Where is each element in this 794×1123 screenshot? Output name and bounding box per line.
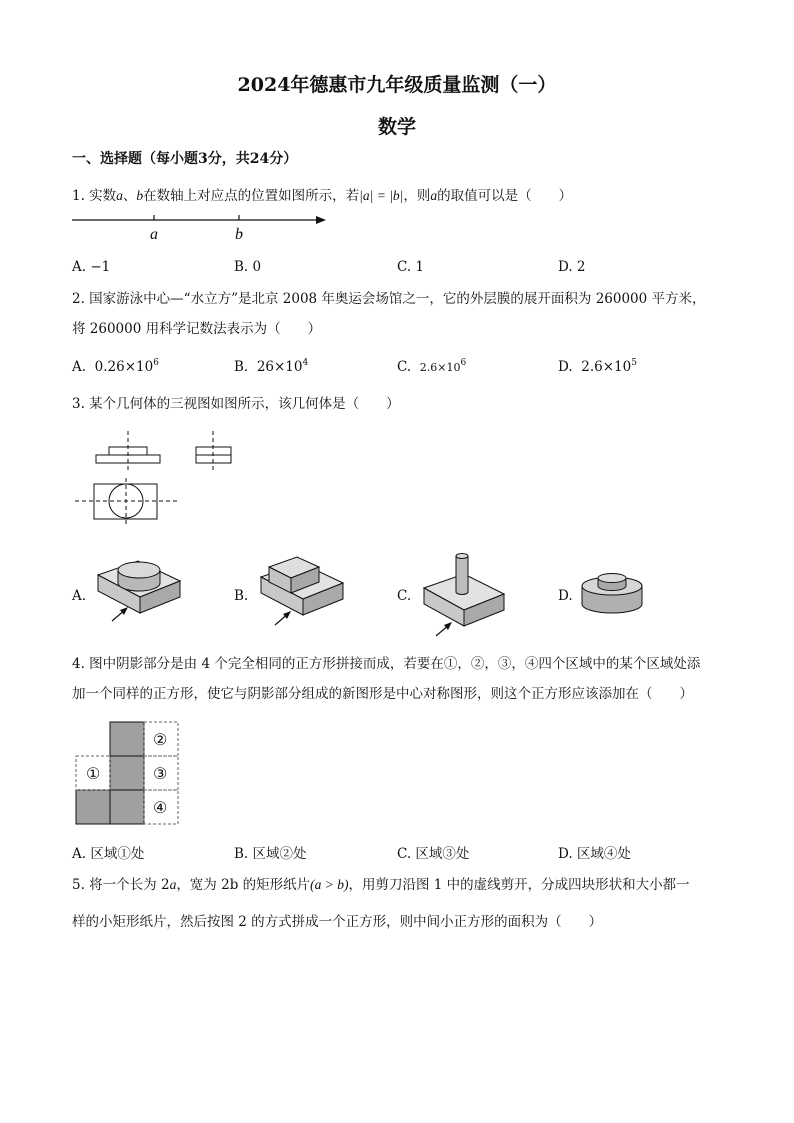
q1-option-a[interactable]: A. −1 bbox=[72, 259, 111, 275]
question-5-line-1: 5. 将一个长为 2a，宽为 2b 的矩形纸片(a > b)，用剪刀沿图 1 中的虚线剪开，分成四块形状和大小都一 bbox=[72, 877, 690, 893]
q2-option-c[interactable]: C. $2.6\times 10^6$ bbox=[397, 358, 467, 375]
region-2-label: ② bbox=[153, 730, 168, 749]
q5-condition: (a > b) bbox=[310, 877, 349, 892]
axis-label-b: b bbox=[235, 226, 243, 243]
question-4-line-2: 加一个同样的正方形，使它与阴影部分组成的新图形是中心对称图形，则这个正方形应该添加在（ ） bbox=[72, 686, 693, 702]
question-5-line-2: 样的小矩形纸片，然后按图 2 的方式拼成一个正方形，则中间小正方形的面积为（ ） bbox=[72, 914, 603, 930]
var-a: a bbox=[116, 188, 123, 203]
question-2-line-2: 将 260000 用科学记数法表示为（ ） bbox=[72, 321, 322, 337]
solid-a-slab-with-cylinder[interactable] bbox=[90, 555, 190, 635]
q3-option-a[interactable]: A. bbox=[72, 588, 87, 604]
solid-d-stacked-cylinders[interactable] bbox=[580, 568, 660, 628]
q4-option-a[interactable]: A. 区域①处 bbox=[72, 846, 145, 862]
number-line bbox=[72, 210, 332, 250]
section-heading: 一、选择题（每小题3分，共24分） bbox=[72, 151, 298, 167]
q3-option-c[interactable]: C. bbox=[397, 588, 412, 604]
var-b: b bbox=[136, 188, 144, 203]
q1-option-c[interactable]: C. 1 bbox=[397, 259, 425, 275]
q4-option-c[interactable]: C. 区域③处 bbox=[397, 846, 470, 862]
question-2-line-1: 2. 国家游泳中心—“水立方”是北京 2008 年奥运会场馆之一，它的外层膜的展开面积为 260000 平方米， bbox=[72, 291, 706, 307]
question-3-stem: 3. 某个几何体的三视图如图所示，该几何体是（ ） bbox=[72, 396, 400, 412]
q4-option-d[interactable]: D. 区域④处 bbox=[558, 846, 631, 862]
q4-option-b[interactable]: B. 区域②处 bbox=[234, 846, 307, 862]
q3-option-d[interactable]: D. bbox=[558, 588, 573, 604]
q3-option-b[interactable]: B. bbox=[234, 588, 249, 604]
region-1-label: ① bbox=[86, 764, 101, 783]
question-4-line-1: 4. 图中阴影部分是由 4 个完全相同的正方形拼接而成，若要在①，②，③，④四个区域中的某个区域处添 bbox=[72, 656, 701, 672]
q2-option-b[interactable]: B. $26\times 10^4$ bbox=[234, 358, 309, 375]
q1-option-d[interactable]: D. 2 bbox=[558, 259, 586, 275]
subject-title: 数学 bbox=[377, 116, 416, 138]
abs-condition: |a| = |b| bbox=[359, 188, 404, 203]
axis-label-a: a bbox=[150, 226, 158, 243]
solid-b-slab-with-box[interactable] bbox=[255, 555, 355, 635]
solid-c-slab-with-pole[interactable] bbox=[420, 552, 520, 644]
q2-option-a[interactable]: A. $0.26\times 10^6$ bbox=[72, 358, 159, 375]
region-4-label: ④ bbox=[153, 798, 168, 817]
region-3-label: ③ bbox=[153, 764, 168, 783]
question-1-stem: 1. 实数a、b在数轴上对应点的位置如图所示，若|a| = |b|，则a的取值可以是（ ） bbox=[72, 188, 573, 204]
three-view-drawing bbox=[72, 428, 242, 528]
q2-option-d[interactable]: D. $2.6\times 10^5$ bbox=[558, 358, 637, 375]
exam-title: 2024年德惠市九年级质量监测（一） bbox=[237, 74, 557, 96]
q1-option-b[interactable]: B. 0 bbox=[234, 259, 262, 275]
